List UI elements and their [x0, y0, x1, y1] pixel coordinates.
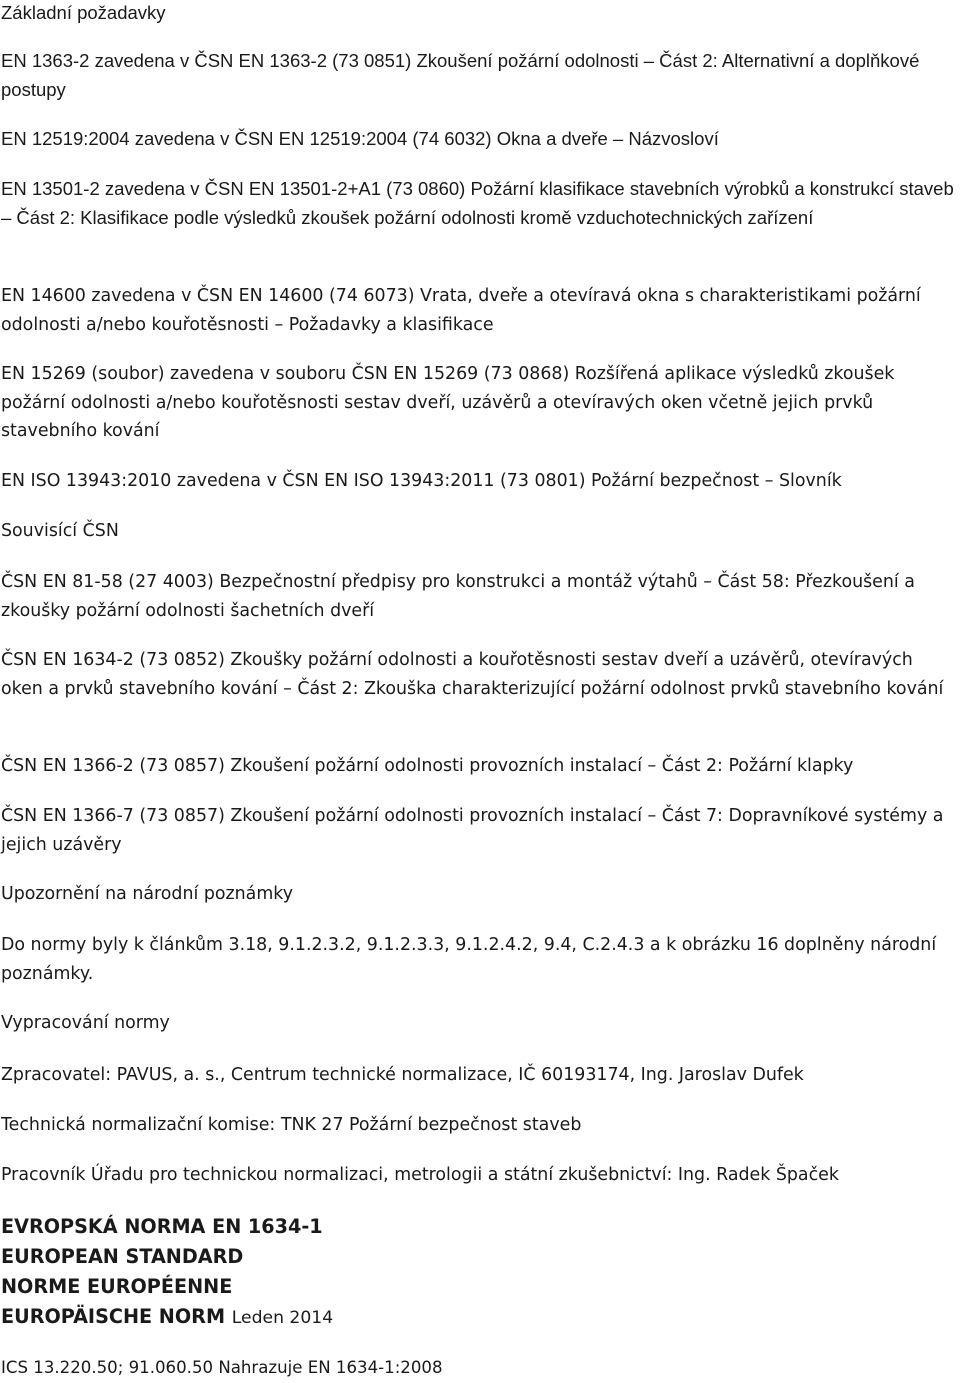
heading-basic-requirements: Základní požadavky — [1, 2, 166, 23]
reference-en-12519: EN 12519:2004 zavedena v ČSN EN 12519:2004 (74 6032) Okna a dveře – Názvosloví — [1, 128, 719, 149]
reference-en-15269: EN 15269 (soubor) zavedena v souboru ČSN EN 15269 (73 0868) Rozšířená aplikace výsledků zkoušek požární odolnosti a/nebo kouřotěsnosti sestav dveří, uzávěrů a otevíravých oken včetně jejich prvků stavebního kování — [1, 364, 895, 441]
heading-preparation: Vypracování normy — [1, 1013, 170, 1033]
reference-en-iso-13943: EN ISO 13943:2010 zavedena v ČSN EN ISO 13943:2011 (73 0801) Požární bezpečnost – Slovník — [1, 471, 842, 491]
related-csn-en-1634-2: ČSN EN 1634-2 (73 0852) Zkoušky požární odolnosti a kouřotěsnosti sestav dveří a uzávěrů, otevíravých oken a prvků stavebního kování – Část 2: Zkouška charakterizující požární odolnost prvků stavebního kování — [1, 650, 944, 699]
publication-date: Leden 2014 — [231, 1308, 334, 1328]
related-csn-en-1366-7: ČSN EN 1366-7 (73 0857) Zkoušení požární odolnosti provozních instalací – Část 7: Dopravníkové systémy a jejich uzávěry — [1, 806, 944, 855]
title-de-text: EUROPÄISCHE NORM — [1, 1305, 226, 1328]
ics-and-replaces-line: ICS 13.220.50; 91.060.50 Nahrazuje EN 1634-1:2008 — [1, 1358, 443, 1377]
preparation-author: Zpracovatel: PAVUS, a. s., Centrum technické normalizace, IČ 60193174, Ing. Jaroslav Dufek — [1, 1065, 804, 1085]
reference-en-1363-2: EN 1363-2 zavedena v ČSN EN 1363-2 (73 0851) Zkoušení požární odolnosti – Část 2: Alternativní a doplňkové postupy — [1, 50, 920, 100]
related-csn-en-81-58: ČSN EN 81-58 (27 4003) Bezpečnostní předpisy pro konstrukci a montáž výtahů – Část 58: Přezkoušení a zkoušky požární odolnosti šachetních dveří — [1, 572, 915, 621]
national-notes-text: Do normy byly k článkům 3.18, 9.1.2.3.2, 9.1.2.3.3, 9.1.2.4.2, 9.4, C.2.4.3 a k obrázku 16 doplněny národní poznámky. — [1, 935, 937, 984]
title-norme-europeenne-fr: NORME EUROPÉENNE — [1, 1275, 233, 1298]
reference-en-14600: EN 14600 zavedena v ČSN EN 14600 (74 6073) Vrata, dveře a otevíravá okna s charakteristikami požární odolnosti a/nebo kouřotěsnosti – Požadavky a klasifikace — [1, 286, 921, 335]
preparation-office: Pracovník Úřadu pro technickou normalizaci, metrologii a státní zkušebnictví: Ing. Radek Špaček — [1, 1165, 839, 1185]
heading-national-notes: Upozornění na národní poznámky — [1, 884, 294, 904]
reference-en-13501-2: EN 13501-2 zavedena v ČSN EN 13501-2+A1 (73 0860) Požární klasifikace stavebních výrobků a konstrukcí staveb – Část 2: Klasifikace podle výsledků zkoušek požární odolnosti kromě vzduchotechnických zařízení — [1, 178, 954, 228]
title-european-norm-cz: EVROPSKÁ NORMA EN 1634-1 — [1, 1215, 323, 1238]
title-european-standard-en: EUROPEAN STANDARD — [1, 1245, 244, 1268]
title-europaische-norm-de — [1, 1302, 956, 1333]
heading-related-standards: Souvisící ČSN — [1, 521, 119, 541]
related-csn-en-1366-2: ČSN EN 1366-2 (73 0857) Zkoušení požární odolnosti provozních instalací – Část 2: Požární klapky — [1, 756, 854, 776]
preparation-committee: Technická normalizační komise: TNK 27 Požární bezpečnost staveb — [1, 1115, 582, 1135]
